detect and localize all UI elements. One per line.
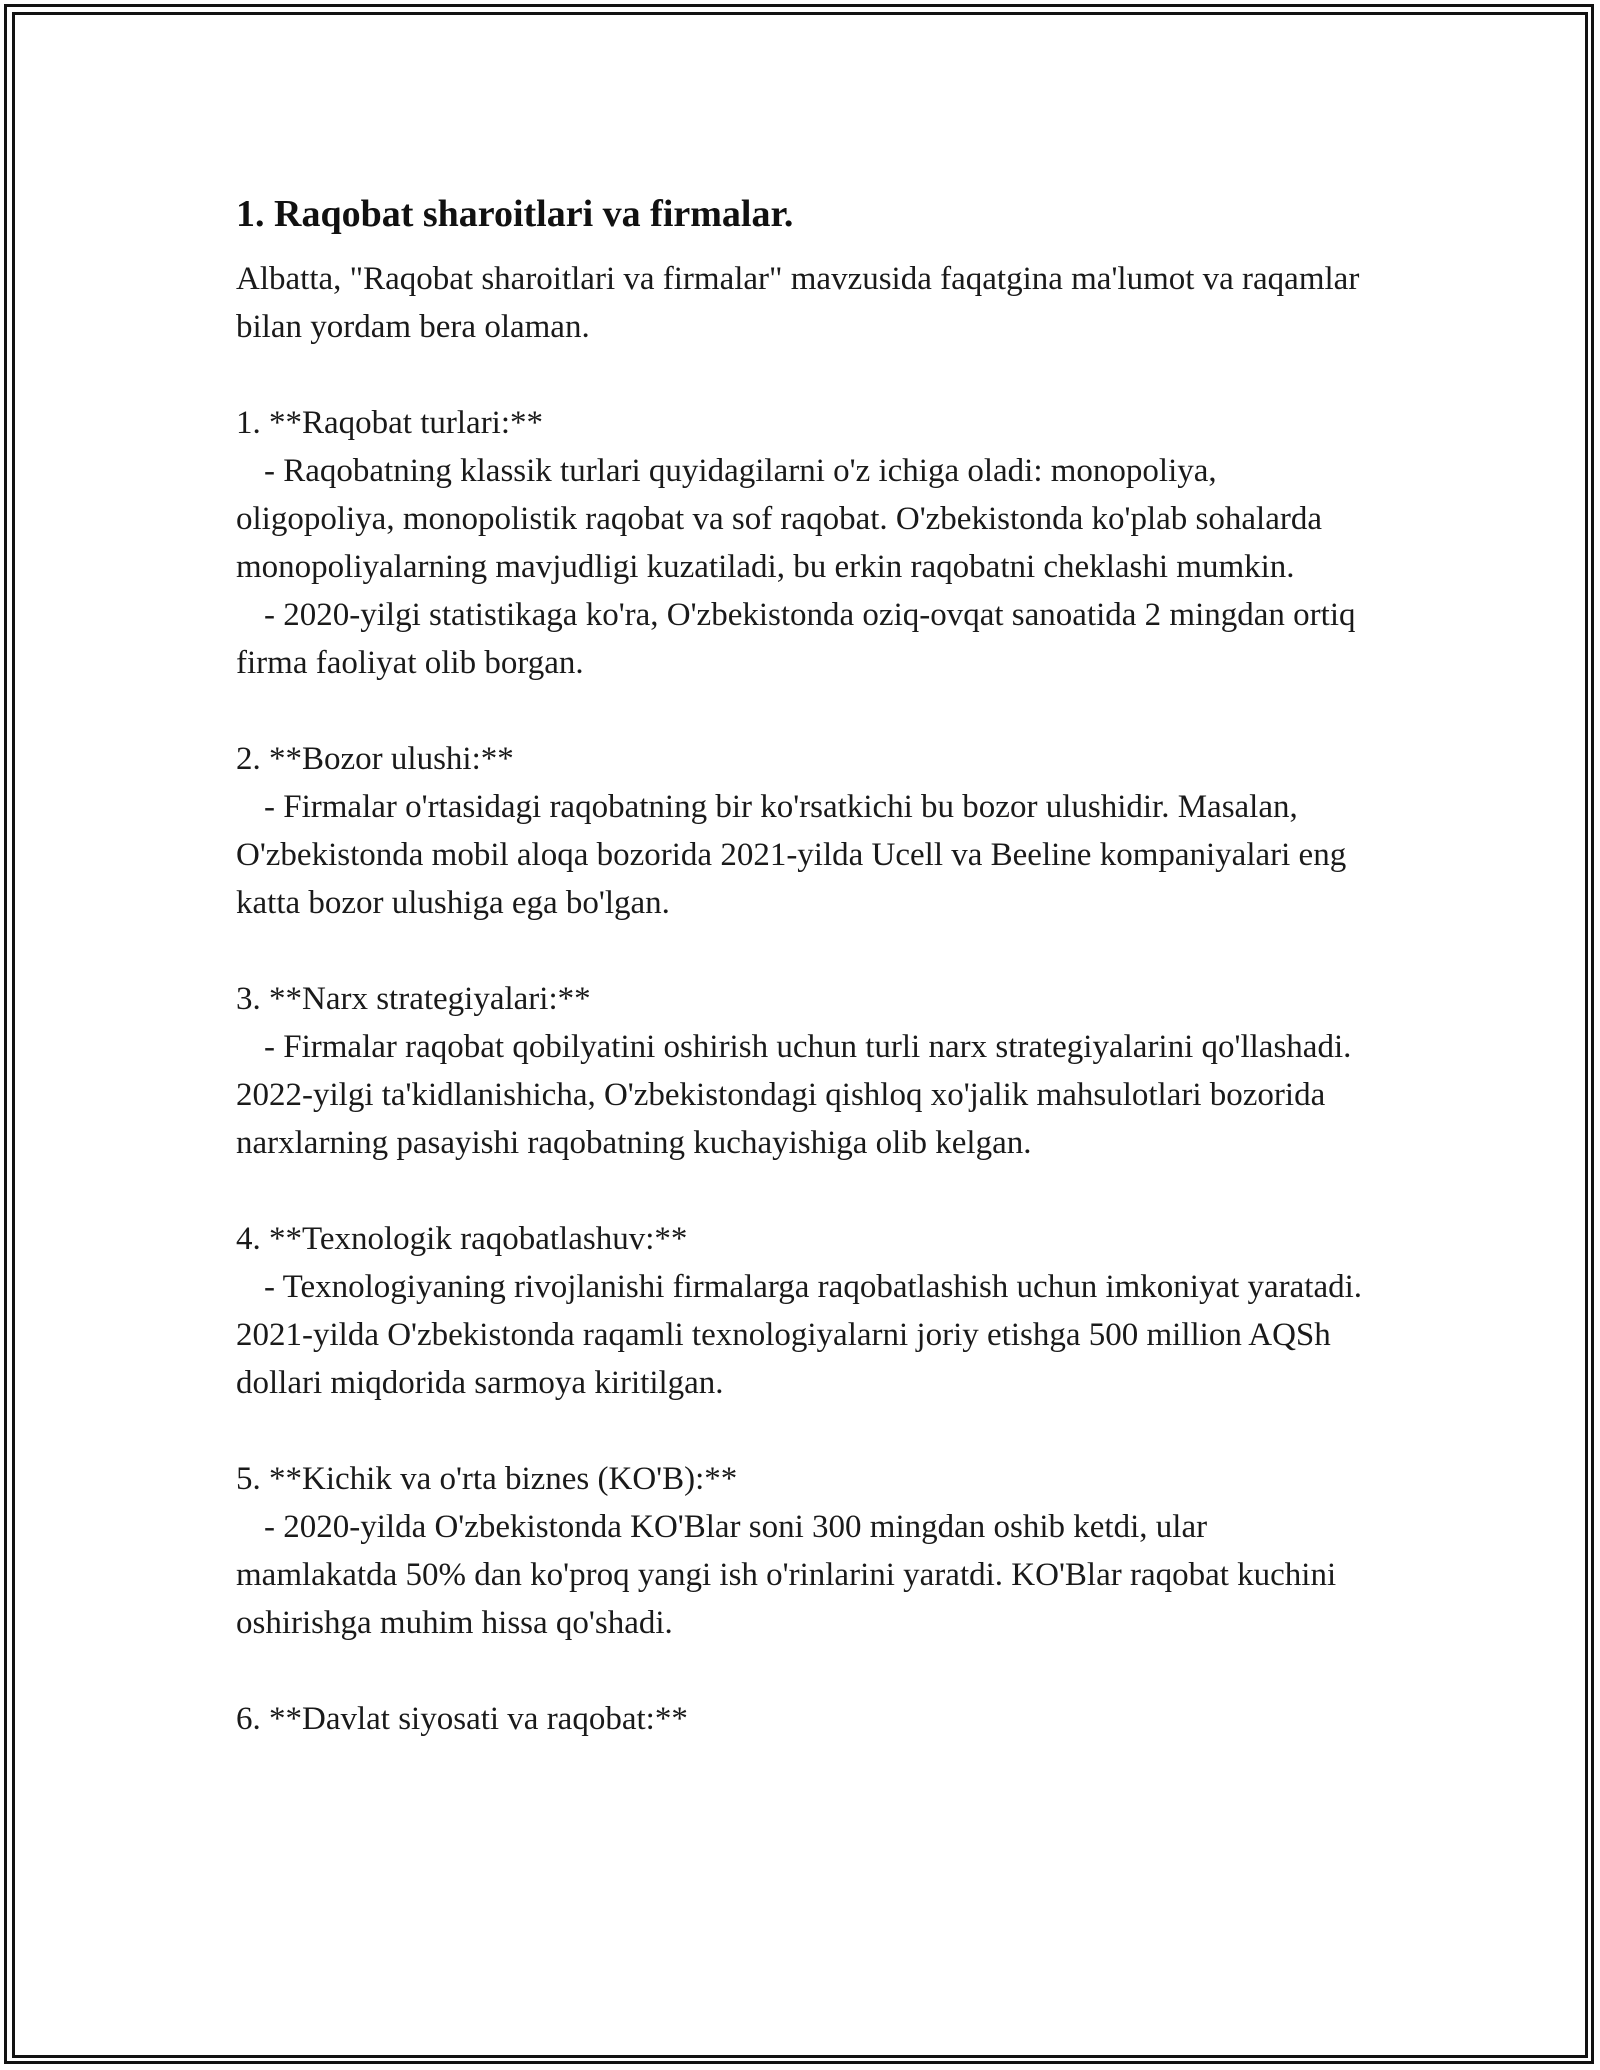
section-raqobat-turlari xyxy=(236,399,1366,687)
section-heading: 2. **Bozor ulushi:** xyxy=(236,741,514,777)
section-paragraph: - Raqobatning klassik turlari quyidagilarni o'z ichiga oladi: monopoliya, oligopoliya, monopolistik raqobat va sof raqobat. O'zbekistonda ko'plab sohalarda monopoliyalarning mavjudligi kuzatiladi, bu erkin raqobatni cheklashi mumkin. xyxy=(236,453,1322,585)
section-davlat-siyosati xyxy=(236,1695,1366,1743)
section-paragraph: - 2020-yilgi statistikaga ko'ra, O'zbekistonda oziq-ovqat sanoatida 2 mingdan ortiq firma faoliyat olib borgan. xyxy=(236,597,1356,681)
intro-paragraph: Albatta, "Raqobat sharoitlari va firmalar" mavzusida faqatgina ma'lumot va raqamlar bilan yordam bera olaman. xyxy=(236,261,1360,345)
section-paragraph: - Texnologiyaning rivojlanishi firmalarga raqobatlashish uchun imkoniyat yaratadi. 2021-yilda O'zbekistonda raqamli texnologiyalarni joriy etishga 500 million AQSh dollari miqdorida sarmoya kiritilgan. xyxy=(236,1269,1363,1401)
document-title: 1. Raqobat sharoitlari va firmalar. xyxy=(236,193,794,235)
section-narx-strategiyalari xyxy=(236,975,1366,1167)
section-heading: 4. **Texnologik raqobatlashuv:** xyxy=(236,1221,688,1257)
section-paragraph: - Firmalar raqobat qobilyatini oshirish uchun turli narx strategiyalarini qo'llashadi. 2022-yilgi ta'kidlanishicha, O'zbekistondagi qishloq xo'jalik mahsulotlari bozorida narxlarning pasayishi raqobatning kuchayishiga olib kelgan. xyxy=(236,1029,1352,1161)
section-paragraph: - 2020-yilda O'zbekistonda KO'Blar soni 300 mingdan oshib ketdi, ular mamlakatda 50% dan ko'proq yangi ish o'rinlarini yaratdi. KO'Blar raqobat kuchini oshirishga muhim hissa qo'shadi. xyxy=(236,1509,1337,1641)
section-heading: 1. **Raqobat turlari:** xyxy=(236,405,544,441)
section-paragraph: - Firmalar o'rtasidagi raqobatning bir ko'rsatkichi bu bozor ulushidir. Masalan, O'zbekistonda mobil aloqa bozorida 2021-yilda Ucell va Beeline kompaniyalari eng katta bozor ulushiga ega bo'lgan. xyxy=(236,789,1347,921)
section-heading: 3. **Narx strategiyalari:** xyxy=(236,981,591,1017)
section-texnologik-raqobatlashuv xyxy=(236,1215,1366,1407)
document-body xyxy=(236,185,1366,1743)
section-heading: 6. **Davlat siyosati va raqobat:** xyxy=(236,1701,688,1737)
section-kichik-va-orta-biznes xyxy=(236,1455,1366,1647)
section-bozor-ulushi xyxy=(236,735,1366,927)
section-heading: 5. **Kichik va o'rta biznes (KO'B):** xyxy=(236,1461,738,1497)
